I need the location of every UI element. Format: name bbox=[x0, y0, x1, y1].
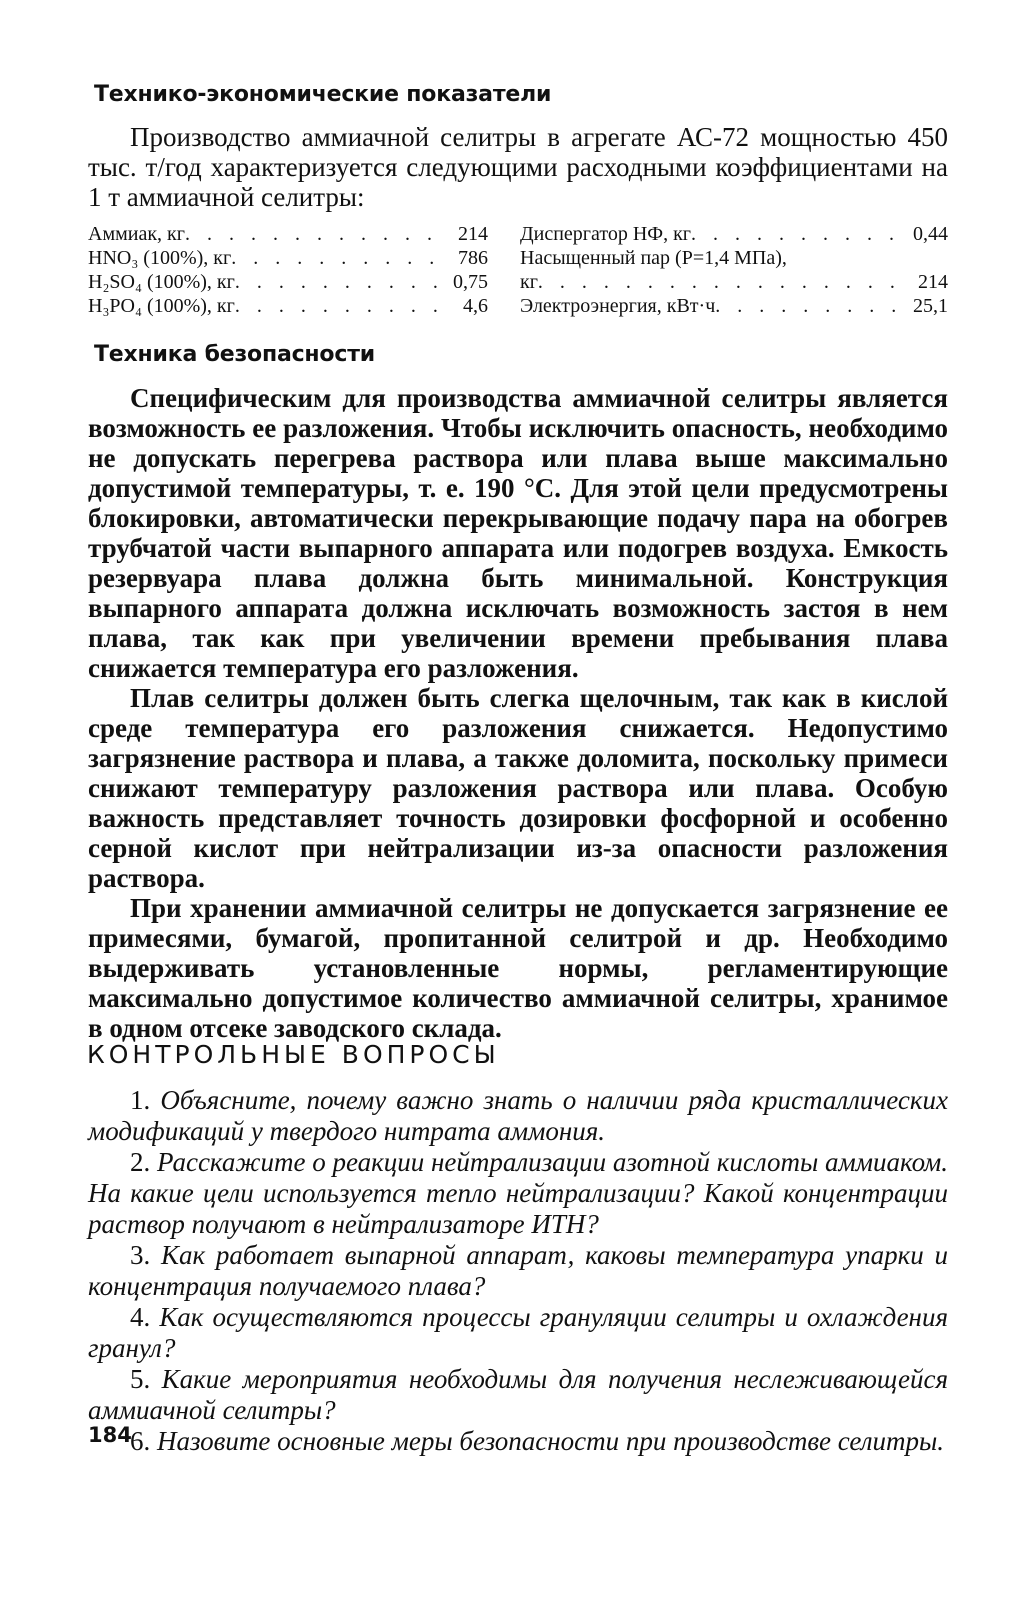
question-number: 5. bbox=[130, 1364, 151, 1394]
section-title-questions: КОНТРОЛЬНЫЕ ВОПРОСЫ bbox=[87, 1040, 500, 1069]
question-item bbox=[88, 1240, 948, 1302]
coef-label: Электроэнергия, кВт·ч bbox=[520, 295, 716, 317]
question-text: Расскажите о реакции нейтрализации азотной кислоты аммиаком. На какие цели используется тепло нейтрализации? Какой концентрации раствор получают в нейтрализаторе ИТН? bbox=[88, 1147, 949, 1239]
question-text: Как работает выпарной аппарат, каковы температура упарки и концентрация получаемого плава? bbox=[88, 1240, 949, 1301]
coef-row bbox=[88, 222, 488, 246]
coef-value: 214 bbox=[458, 223, 488, 245]
coef-row bbox=[88, 246, 488, 270]
question-number: 2. bbox=[130, 1147, 151, 1177]
section-title-safety: Техника безопасности bbox=[94, 342, 375, 367]
question-item bbox=[88, 1364, 948, 1426]
question-item bbox=[88, 1302, 948, 1364]
coef-label: H₃PO₄ (100%), кг bbox=[88, 295, 235, 317]
question-number: 3. bbox=[130, 1240, 151, 1270]
questions-list bbox=[88, 1085, 948, 1457]
question-text: Объясните, почему важно знать о наличии ряда кристаллических модификаций у твердого нитрата аммония. bbox=[88, 1085, 949, 1146]
coefficients-left-column bbox=[88, 222, 488, 318]
question-item bbox=[88, 1147, 948, 1240]
question-number: 6. bbox=[130, 1426, 151, 1456]
coef-label: Насыщенный пар (P=1,4 МПа), bbox=[520, 247, 787, 269]
question-item bbox=[88, 1085, 948, 1147]
coef-label: HNO₃ (100%), кг bbox=[88, 247, 232, 269]
coef-row bbox=[520, 222, 948, 246]
coef-row bbox=[88, 294, 488, 318]
question-text: Как осуществляются процессы грануляции селитры и охлаждения гранул? bbox=[88, 1302, 949, 1363]
coef-value: 786 bbox=[458, 247, 488, 269]
coef-row bbox=[520, 294, 948, 318]
coef-label: Диспергатор НФ, кг bbox=[520, 223, 692, 245]
coef-value: 0,44 bbox=[913, 223, 948, 245]
coef-value: 25,1 bbox=[913, 295, 948, 317]
coef-label: кг bbox=[520, 271, 538, 293]
section-title-economics: Технико-экономические показатели bbox=[94, 82, 552, 107]
intro-paragraph: Производство аммиачной селитры в агрегате АС-72 мощностью 450 тыс. т/год характеризуется следующими расходными коэффициентами на 1 т аммиачной селитры: bbox=[88, 122, 948, 212]
coef-label: H₂SO₄ (100%), кг bbox=[88, 271, 235, 293]
question-number: 1. bbox=[130, 1085, 151, 1115]
coefficients-right-column bbox=[520, 222, 948, 318]
safety-paragraph: При хранении аммиачной селитры не допускается загрязнение ее примесями, бумагой, пропитанной селитрой и др. Необходимо выдерживать установленные нормы, регламентирующие максимально допустимое количество аммиачной селитры, хранимое в одном отсеке заводского склада. bbox=[88, 893, 948, 1043]
coef-value: 214 bbox=[918, 271, 948, 293]
page-number: 184 bbox=[88, 1423, 132, 1447]
safety-text bbox=[88, 383, 948, 1043]
coef-row bbox=[88, 270, 488, 294]
safety-paragraph: Специфическим для производства аммиачной селитры является возможность ее разложения. Чтобы исключить опасность, необходимо не допускать перегрева раствора или плава выше максимально допустимой температуры, т. е. 190 °С. Для этой цели предусмотрены блокировки, автоматически перекрывающие подачу пара на обогрев трубчатой части выпарного аппарата или подогрев воздуха. Емкость резервуара плава должна быть минимальной. Конструкция выпарного аппарата должна исключать возможность застоя в нем плава, так как при увеличении времени пребывания плава снижается температура его разложения. bbox=[88, 383, 948, 683]
coef-value: 0,75 bbox=[453, 271, 488, 293]
coef-label: Аммиак, кг bbox=[88, 223, 185, 245]
coef-row bbox=[520, 270, 948, 294]
safety-paragraph: Плав селитры должен быть слегка щелочным, так как в кислой среде температура его разложения снижается. Недопустимо загрязнение раствора и плава, а также доломита, поскольку примеси снижают температуру разложения раствора или плава. Особую важность представляет точность дозировки фосфорной и особенно серной кислот при нейтрализации из-за опасности разложения раствора. bbox=[88, 683, 948, 893]
question-text: Какие мероприятия необходимы для получения неслеживающейся аммиачной селитры? bbox=[88, 1364, 948, 1425]
question-number: 4. bbox=[130, 1302, 151, 1332]
question-item bbox=[88, 1426, 948, 1457]
coef-row bbox=[520, 246, 948, 270]
question-text: Назовите основные меры безопасности при производстве селитры. bbox=[157, 1426, 945, 1456]
coef-value: 4,6 bbox=[463, 295, 488, 317]
